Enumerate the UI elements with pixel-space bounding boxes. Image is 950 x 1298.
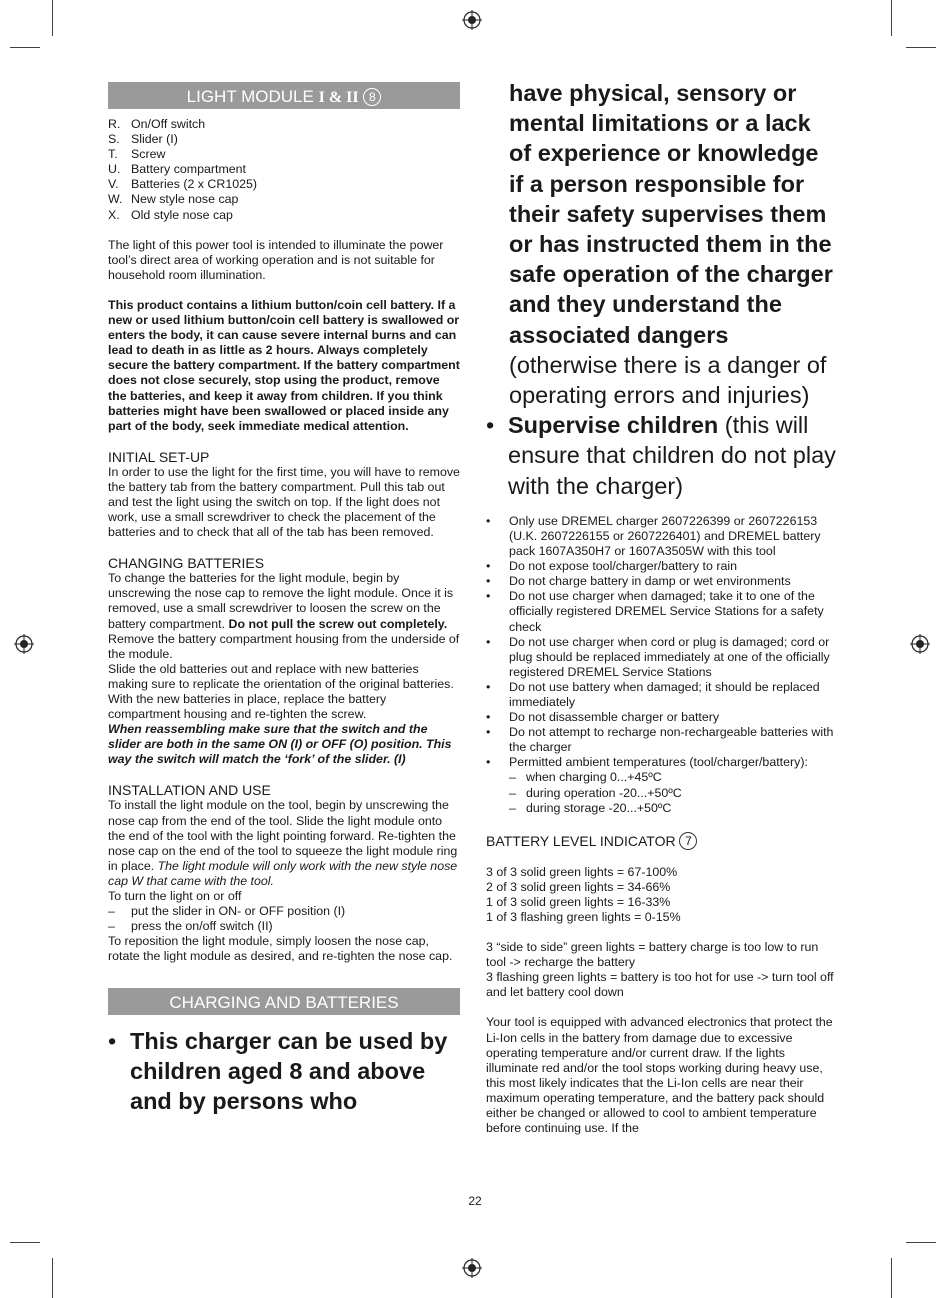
- temperature-item: [486, 786, 836, 801]
- changing-paragraph-1: [108, 571, 460, 662]
- bullet-text: Do not disassemble charger or battery: [509, 710, 720, 725]
- continued-big-paragraph: [486, 78, 836, 410]
- electronics-paragraph: Your tool is equipped with advanced electronics that protect the Li-Ion cells in the battery from damage due to excessive operating temperature and/or current draw. If the lights illuminate red and/or the tool stops working during heavy use, this most likely indicates that the Li-Ion cells are near their maximum operating temperature, and the battery pack should either be changed or allowed to cool to ambient temperature before continuing use. If the: [486, 1015, 833, 1136]
- part-item: [108, 147, 460, 162]
- registration-mark-icon: [910, 634, 930, 654]
- dash-mark: –: [108, 919, 115, 934]
- bullet-mark: •: [486, 574, 491, 589]
- part-item: [108, 117, 460, 132]
- part-label: Slider (I): [131, 132, 178, 147]
- install-paragraph-2: To turn the light on or off: [108, 889, 242, 904]
- part-label: Screw: [131, 147, 166, 162]
- bullet-item: [486, 635, 836, 680]
- figure-number-badge: 7: [679, 832, 697, 850]
- changing-text-2: Remove the battery compartment housing from the underside of the module.: [108, 631, 460, 661]
- left-column: [108, 82, 460, 1116]
- battery-warning: This product contains a lithium button/coin cell battery. If a new or used lithium button/coin cell battery is swallowed or enters the body, it can cause severe internal burns and can lead to death in as little as 2 hours. Always completely secure the battery compartment. If the battery compartment does not close securely, stop using the product, remove the batteries, and keep it away from children. If you think batteries might have been swallowed or placed inside any part of the body, seek immediate medical attention.: [108, 297, 460, 433]
- crop-mark: [52, 0, 53, 36]
- bullet-mark: •: [486, 755, 491, 770]
- supervise-bold: Supervise children: [508, 412, 719, 439]
- flashing-note: 3 flashing green lights = battery is too hot for use -> turn tool off and let battery cool down: [486, 970, 834, 1000]
- bullet-text: Only use DREMEL charger 2607226399 or 2607226153 (U.K. 2607226155 or 2607226401) and DREMEL battery pack 1607A350H7 or 1607A3505W with this tool: [509, 513, 821, 559]
- part-key: W.: [108, 192, 123, 207]
- side-to-side-note: 3 “side to side” green lights = battery charge is too low to run tool -> recharge the battery: [486, 940, 819, 970]
- header-roman: I & II: [318, 89, 359, 106]
- bullet-item: [486, 589, 836, 634]
- initial-setup-text: In order to use the light for the first time, you will have to remove the battery tab from the battery compartment. Pull this tab out and test the light using the switch on top. If the light does not work, use a small screwdriver to check the placement of the batteries and to check that all of the tab has been removed.: [108, 464, 460, 540]
- installation-title: INSTALLATION AND USE: [108, 782, 271, 799]
- bullet-mark: •: [486, 412, 495, 439]
- battery-level-title: [486, 832, 836, 850]
- battery-level-title-text: BATTERY LEVEL INDICATOR: [486, 832, 676, 849]
- bullet-text: Do not use charger when damaged; take it to one of the officially registered DREMEL Service Stations for a safety check: [509, 589, 824, 634]
- bullet-mark: •: [486, 725, 491, 740]
- part-label: New style nose cap: [131, 192, 239, 207]
- big-bold-text: have physical, sensory or mental limitations or a lack of experience or knowledge if a person responsible for their safety supervises them or has instructed them in the safe operation of the charger and they understand the associated dangers: [509, 80, 833, 348]
- bullet-item: [486, 574, 836, 589]
- level-item: 1 of 3 flashing green lights = 0-15%: [486, 910, 681, 924]
- bullet-mark: •: [486, 589, 491, 604]
- bullet-text: Do not expose tool/charger/battery to rain: [509, 559, 737, 574]
- supervise-bullet: [486, 410, 836, 501]
- bullet-mark: •: [486, 559, 491, 574]
- level-list: [486, 865, 836, 925]
- part-key: X.: [108, 207, 120, 222]
- part-item: [108, 132, 460, 147]
- crop-mark: [906, 47, 936, 48]
- dash-text: press the on/off switch (II): [131, 919, 273, 934]
- bullet-text: Do not use battery when damaged; it should be replaced immediately: [509, 679, 820, 709]
- crop-mark: [891, 1258, 892, 1298]
- crop-mark: [10, 1242, 40, 1243]
- temperature-list: [486, 770, 836, 815]
- bullet-item: [486, 755, 836, 770]
- crop-mark: [52, 1258, 53, 1298]
- level-item: 1 of 3 solid green lights = 16-33%: [486, 894, 671, 909]
- reassembly-note: When reassembling make sure that the switch and the slider are both in the same ON (I) or OFF (O) position. This way the switch will match the ‘fork’ of the slider. (I): [108, 722, 452, 767]
- crop-mark: [10, 47, 40, 48]
- registration-mark-icon: [462, 1258, 482, 1278]
- level-item: 2 of 3 solid green lights = 34-66%: [486, 879, 671, 894]
- right-column: [486, 78, 836, 1136]
- big-bullet-text: This charger can be used by children aged 8 and above and by persons who: [130, 1027, 448, 1114]
- part-key: S.: [108, 132, 120, 147]
- part-item: [108, 177, 460, 192]
- bullet-mark: •: [486, 513, 491, 528]
- bullet-mark: •: [486, 634, 491, 649]
- changing-paragraph-2: Slide the old batteries out and replace with new batteries making sure to replicate the orientation of the original batteries. With the new batteries in place, replace the battery compartment housing and re-tighten the screw.: [108, 661, 454, 722]
- figure-number-badge: 8: [363, 88, 381, 106]
- temperature-text: during storage -20...+50ºC: [526, 800, 672, 815]
- part-key: T.: [108, 147, 118, 162]
- safety-bullet-list: [486, 514, 836, 771]
- part-label: On/Off switch: [131, 117, 206, 131]
- part-key: V.: [108, 177, 119, 192]
- bullet-mark: •: [486, 710, 491, 725]
- big-normal-text: (otherwise there is a danger of operating errors and injuries): [509, 351, 827, 409]
- part-label: Battery compartment: [131, 162, 247, 177]
- temperature-item: [486, 770, 836, 785]
- bullet-text: Do not charge battery in damp or wet environments: [509, 574, 791, 589]
- part-item: [108, 162, 460, 177]
- part-item: [108, 192, 460, 207]
- supervise-normal: (this will ensure that children do not play with the charger): [508, 412, 836, 499]
- crop-mark: [906, 1242, 936, 1243]
- install-paragraph-1: [108, 798, 460, 889]
- header-text: LIGHT MODULE: [186, 87, 314, 106]
- light-module-header: [108, 82, 460, 109]
- parts-list: [108, 117, 460, 223]
- initial-setup-title: INITIAL SET-UP: [108, 448, 210, 465]
- dash-mark: –: [509, 785, 516, 800]
- dash-mark: –: [509, 800, 516, 815]
- dash-item: [108, 904, 460, 919]
- part-key: R.: [108, 117, 121, 131]
- part-label: Old style nose cap: [131, 207, 233, 222]
- changing-batteries-title: CHANGING BATTERIES: [108, 555, 265, 572]
- temperature-text: when charging 0...+45ºC: [526, 770, 662, 785]
- bullet-item: [486, 559, 836, 574]
- bullet-text: Do not attempt to recharge non-rechargeable batteries with the charger: [509, 725, 834, 755]
- dash-mark: –: [509, 770, 516, 785]
- changing-bold: Do not pull the screw out completely.: [228, 616, 448, 631]
- big-bullet-item: [108, 1026, 460, 1117]
- part-label: Batteries (2 x CR1025): [131, 177, 258, 192]
- registration-mark-icon: [462, 10, 482, 30]
- changing-text: To change the batteries for the light module, begin by unscrewing the nose cap to remove the light module. Once it is removed, use a small screwdriver to loosen the screw on the battery compartment.: [108, 571, 454, 631]
- bullet-item: [486, 725, 836, 755]
- part-key: U.: [108, 162, 121, 177]
- dash-text: put the slider in ON- or OFF position (I): [131, 904, 346, 919]
- dash-item: [108, 919, 460, 934]
- install-text: To install the light module on the tool, begin by unscrewing the nose cap from the end of the tool. Slide the light module onto the end of the tool with the light pointing forward. Re-tighten the nose cap on the end of the tool to squeeze the light module ring in place.: [108, 798, 458, 873]
- page-number: 22: [468, 1194, 482, 1208]
- dash-mark: –: [108, 904, 115, 919]
- bullet-mark: •: [486, 679, 491, 694]
- registration-mark-icon: [14, 634, 34, 654]
- install-paragraph-3: To reposition the light module, simply loosen the nose cap, rotate the light module as desired, and re-tighten the nose cap.: [108, 934, 453, 964]
- bullet-text: Do not use charger when cord or plug is damaged; cord or plug should be replaced immediately at one of the officially registered DREMEL Service Stations: [509, 634, 830, 679]
- charging-header: CHARGING AND BATTERIES: [108, 988, 460, 1015]
- level-item: 3 of 3 solid green lights = 67-100%: [486, 864, 678, 879]
- part-item: [108, 208, 460, 223]
- bullet-mark: •: [108, 1027, 117, 1054]
- intro-paragraph: The light of this power tool is intended to illuminate the power tool’s direct area of working operation and is not suitable for household room illumination.: [108, 237, 444, 282]
- crop-mark: [891, 0, 892, 36]
- bullet-text: Permitted ambient temperatures (tool/charger/battery):: [509, 755, 808, 770]
- temperature-text: during operation -20...+50ºC: [526, 785, 682, 800]
- bullet-item: [486, 514, 836, 559]
- bullet-item: [486, 680, 836, 710]
- bullet-item: [486, 710, 836, 725]
- install-italic: The light module will only work with the new style nose cap W that came with the tool.: [108, 858, 458, 888]
- temperature-item: [486, 801, 836, 816]
